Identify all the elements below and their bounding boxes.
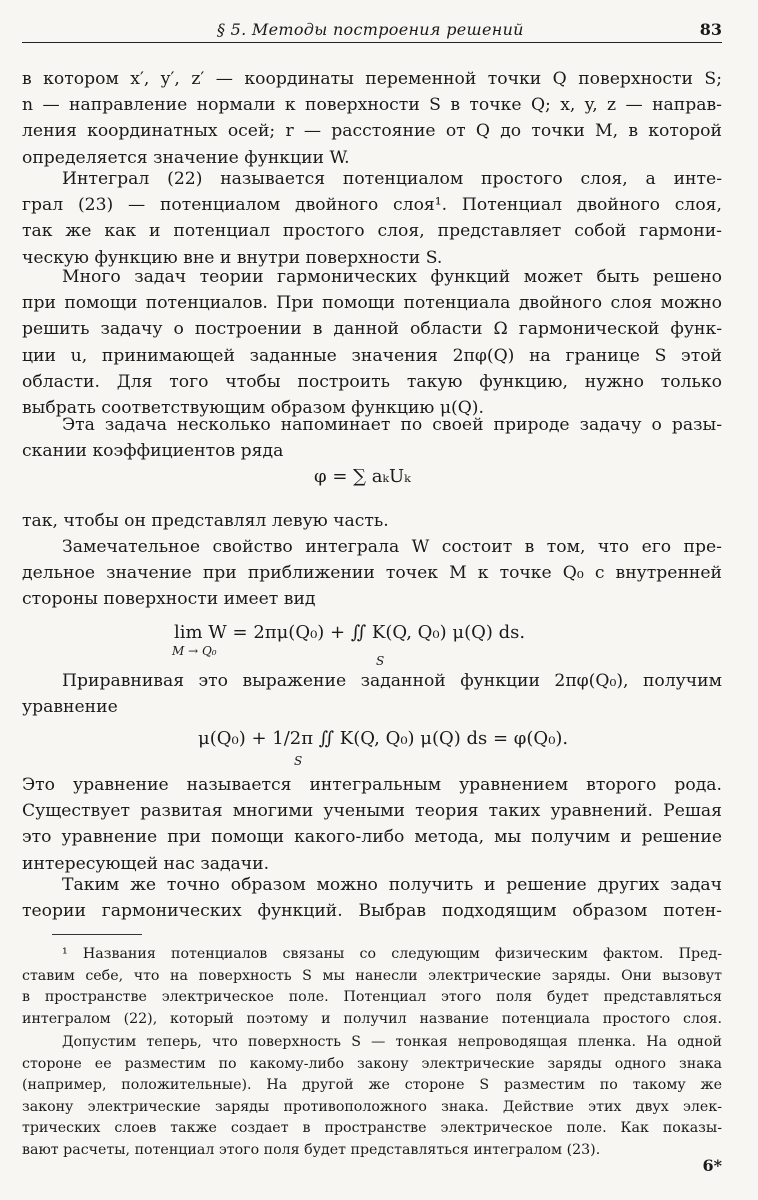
formula-limit: lim W = 2πμ(Q₀) + ∬ K(Q, Q₀) μ(Q) ds. xyxy=(174,622,526,643)
footnote-line: (например, положительные). На другой же стороне S разместим по такому же xyxy=(22,1077,722,1094)
paragraph xyxy=(22,264,722,421)
signature-mark: 6* xyxy=(702,1156,722,1175)
footnote-line: ставим себе, что на поверхность S мы нанесли электрические заряды. Они вызовут xyxy=(22,967,722,984)
text-line: ческую функцию вне и внутри поверхности S. xyxy=(22,247,443,268)
paragraph xyxy=(22,508,722,534)
paragraph xyxy=(22,872,722,924)
footnote-line: трических слоев также создает в пространстве электрическое поле. Как показы- xyxy=(22,1120,722,1137)
text-line: так же как и потенциал простого слоя, представляет собой гармони- xyxy=(22,221,722,242)
text-line: уравнение xyxy=(22,697,118,718)
footnote-line: интегралом (22), который поэтому и получил название потенциала простого слоя. xyxy=(22,1010,722,1027)
paragraph xyxy=(22,534,722,613)
text-line: в котором x′, y′, z′ — координаты переменной точки Q поверхности S; xyxy=(22,69,722,89)
book-page xyxy=(22,0,722,1200)
formula-equation-integral-domain: S xyxy=(294,754,303,768)
formula-limit-integral-domain: S xyxy=(376,654,385,668)
footnote-line: в пространстве электрическое поле. Потенциал этого поля будет представляться xyxy=(22,989,722,1006)
text-line: Таким же точно образом можно получить и решение других задач xyxy=(62,875,722,895)
footnote-line: закону электрические заряды противоположного знака. Действие этих двух элек- xyxy=(22,1098,722,1115)
text-line: скании коэффициентов ряда xyxy=(22,441,284,462)
text-line: ления координатных осей; r — расстояние от Q до точки M, в которой xyxy=(22,121,722,142)
paragraph xyxy=(22,166,722,271)
formula-limit-subscript: M → Q₀ xyxy=(172,644,217,658)
section-title: § 5. Методы построения решений xyxy=(217,20,524,39)
text-line: дельное значение при приближении точек M к точке Q₀ с внутренней xyxy=(22,563,722,584)
footnote-continuation xyxy=(22,1032,722,1162)
text-line: Это уравнение называется интегральным уравнением второго рода. xyxy=(22,775,722,795)
footnote-line: вают расчеты, потенциал этого поля будет представляться интегралом (23). xyxy=(22,1141,601,1158)
text-line: области. Для того чтобы построить такую функцию, нужно только xyxy=(22,371,722,392)
formula-integral-equation: μ(Q₀) + 1/2π ∬ K(Q, Q₀) μ(Q) ds = φ(Q₀). xyxy=(198,728,569,749)
header-rule xyxy=(22,42,722,43)
text-line: это уравнение при помощи какого-либо метода, мы получим и решение xyxy=(22,827,722,848)
text-line: Много задач теории гармонических функций может быть решено xyxy=(62,267,722,287)
page-number: 83 xyxy=(699,20,722,39)
text-line: стороны поверхности имеет вид xyxy=(22,589,316,610)
text-line: ции u, принимающей заданные значения 2πφ(Q) на границе S этой xyxy=(22,345,722,366)
text-line: теории гармонических функций. Выбрав подходящим образом потен- xyxy=(22,901,722,922)
paragraph xyxy=(22,668,722,720)
running-header xyxy=(22,16,722,44)
text-line: интересующей нас задачи. xyxy=(22,853,270,874)
text-line: Замечательное свойство интеграла W состоит в том, что его пре- xyxy=(62,537,722,557)
footnote xyxy=(22,944,722,1030)
text-line: Эта задача несколько напоминает по своей природе задачу о разы- xyxy=(62,415,722,435)
text-line: Интеграл (22) называется потенциалом простого слоя, а инте- xyxy=(62,169,722,189)
text-line: определяется значение функции W. xyxy=(22,147,350,168)
text-line: выбрать соответствующим образом функцию μ(Q). xyxy=(22,398,484,419)
text-line: грал (23) — потенциалом двойного слоя¹. Потенциал двойного слоя, xyxy=(22,195,722,216)
text-line: n — направление нормали к поверхности S в точке Q; x, y, z — направ- xyxy=(22,95,722,116)
footnote-line: ¹ Названия потенциалов связаны со следующим физическим фактом. Пред- xyxy=(62,946,722,962)
text-line: так, чтобы он представлял левую часть. xyxy=(22,511,389,531)
footnote-line: стороне ее разместим по какому-либо закону электрические заряды одного знака xyxy=(22,1055,722,1072)
text-line: решить задачу о построении в данной области Ω гармонической функ- xyxy=(22,319,722,340)
formula-series: φ = ∑ aₖUₖ xyxy=(314,466,411,487)
footnote-rule xyxy=(52,934,142,935)
text-line: Существует развитая многими учеными теория таких уравнений. Решая xyxy=(22,801,722,822)
paragraph xyxy=(22,66,722,171)
paragraph xyxy=(22,772,722,877)
footnote-line: Допустим теперь, что поверхность S — тонкая непроводящая пленка. На одной xyxy=(62,1034,722,1050)
text-line: при помощи потенциалов. При помощи потенциала двойного слоя можно xyxy=(22,293,722,314)
text-line: Приравнивая это выражение заданной функции 2πφ(Q₀), получим xyxy=(62,671,722,691)
paragraph xyxy=(22,412,722,464)
